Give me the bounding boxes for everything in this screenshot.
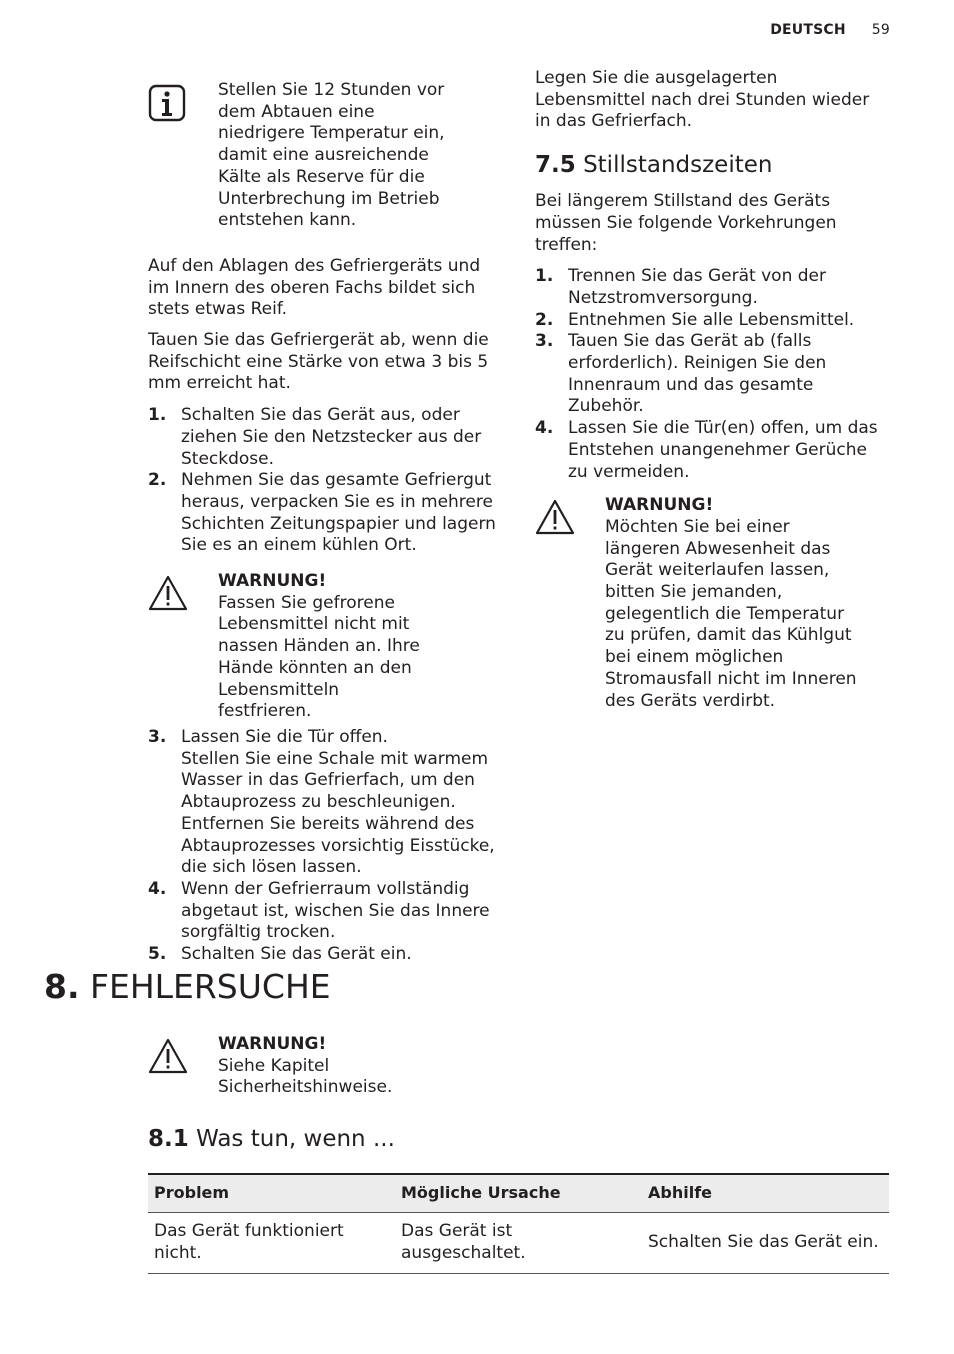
list-item: 4. Wenn der Gefrierraum vollständig abgetaut ist, wischen Sie das Innere sorgfältig trocken. bbox=[148, 878, 490, 943]
section-8 bbox=[148, 1034, 889, 1274]
info-note bbox=[148, 80, 500, 232]
list-item: 1. Schalten Sie das Gerät aus, oder ziehen Sie den Netzstecker aus der Steckdose. bbox=[148, 405, 482, 469]
troubleshooting-table bbox=[148, 1173, 889, 1274]
left-column bbox=[148, 68, 500, 974]
table-header: Abhilfe bbox=[648, 1183, 713, 1203]
table-cell: Das Gerät ist ausgeschaltet. bbox=[395, 1212, 642, 1273]
warning-title: WARNUNG! bbox=[218, 571, 327, 592]
table-cell: Schalten Sie das Gerät ein. bbox=[642, 1212, 889, 1273]
info-icon bbox=[148, 84, 186, 122]
paragraph: Auf den Ablagen des Gefriergeräts und im Innern des oberen Fachs bildet sich stets etwas Reif. bbox=[148, 255, 481, 320]
right-column bbox=[535, 68, 885, 726]
list-item: 2. Nehmen Sie das gesamte Gefriergut heraus, verpacken Sie es in mehrere Schichten Zeitungspapier und lagern Sie es an einem kühlen Ort. bbox=[148, 470, 496, 556]
chapter-heading-8: 8. FEHLERSUCHE bbox=[44, 967, 331, 1006]
warning-text: Siehe Kapitel Sicherheitshinweise. bbox=[218, 1055, 393, 1098]
info-note-text: Stellen Sie 12 Stunden vor dem Abtauen eine niedrigere Temperatur ein, damit eine ausreichende Kälte als Reserve für die Unterbrechung im Betrieb entstehen kann. bbox=[218, 80, 445, 231]
list-item: 2. Entnehmen Sie alle Lebensmittel. bbox=[535, 309, 855, 330]
warning-note bbox=[535, 495, 885, 712]
table-row bbox=[148, 1212, 889, 1273]
paragraph: Legen Sie die ausgelagerten Lebensmittel nach drei Stunden wieder in das Gefrierfach. bbox=[535, 68, 870, 132]
warning-title: WARNUNG! bbox=[605, 495, 714, 516]
defrost-steps bbox=[148, 405, 500, 557]
table-header: Mögliche Ursache bbox=[401, 1183, 561, 1203]
warning-text: Fassen Sie gefrorene Lebensmittel nicht mit nassen Händen an. Ihre Hände könnten an den Lebensmitteln festfrieren. bbox=[218, 592, 420, 722]
table-cell: Das Gerät funktioniert nicht. bbox=[148, 1212, 395, 1273]
list-item: 3. Tauen Sie das Gerät ab (falls erforderlich). Reinigen Sie den Innenraum und das gesamte Zubehör. bbox=[535, 331, 827, 417]
warning-icon bbox=[535, 499, 575, 535]
warning-note bbox=[148, 1034, 889, 1099]
list-item: 4. Lassen Sie die Tür(en) offen, um das Entstehen unangenehmer Gerüche zu vermeiden. bbox=[535, 418, 878, 482]
warning-icon bbox=[148, 575, 188, 611]
header-section: DEUTSCH bbox=[770, 22, 846, 38]
section-heading-7-5: 7.5 Stillstandszeiten bbox=[535, 152, 773, 179]
list-item: 5. Schalten Sie das Gerät ein. bbox=[148, 944, 412, 965]
paragraph: Bei längerem Stillstand des Geräts müssen Sie folgende Vorkehrungen treffen: bbox=[535, 191, 837, 255]
page-header bbox=[770, 22, 890, 38]
defrost-steps-continued bbox=[148, 727, 500, 966]
page-number: 59 bbox=[871, 22, 890, 38]
list-item: 1. Trennen Sie das Gerät von der Netzstromversorgung. bbox=[535, 266, 826, 308]
warning-note bbox=[148, 571, 500, 723]
paragraph: Tauen Sie das Gefriergerät ab, wenn die Reifschicht eine Stärke von etwa 3 bis 5 mm erreicht hat. bbox=[148, 330, 489, 394]
table-header-row bbox=[148, 1174, 889, 1212]
table-header: Problem bbox=[154, 1183, 230, 1203]
list-item: 3. Lassen Sie die Tür offen. Stellen Sie eine Schale mit warmem Wasser in das Gefrierfach, um den Abtauprozess zu beschleunigen. Entfernen Sie bereits während des Abtauprozesses vorsichtig Eisstücke, die sich lösen lassen. bbox=[148, 726, 495, 878]
standby-steps bbox=[535, 266, 885, 483]
warning-text: Möchten Sie bei einer längeren Abwesenheit das Gerät weiterlaufen lassen, bitten Sie jemanden, gelegentlich die Temperatur zu prüfen, damit das Kühlgut bei einem möglichen Stromausfall nicht im Inneren des Geräts verdirbt. bbox=[605, 516, 857, 711]
warning-title: WARNUNG! bbox=[218, 1034, 327, 1054]
section-heading-8-1: 8.1 Was tun, wenn ... bbox=[148, 1126, 395, 1153]
warning-icon bbox=[148, 1038, 188, 1074]
